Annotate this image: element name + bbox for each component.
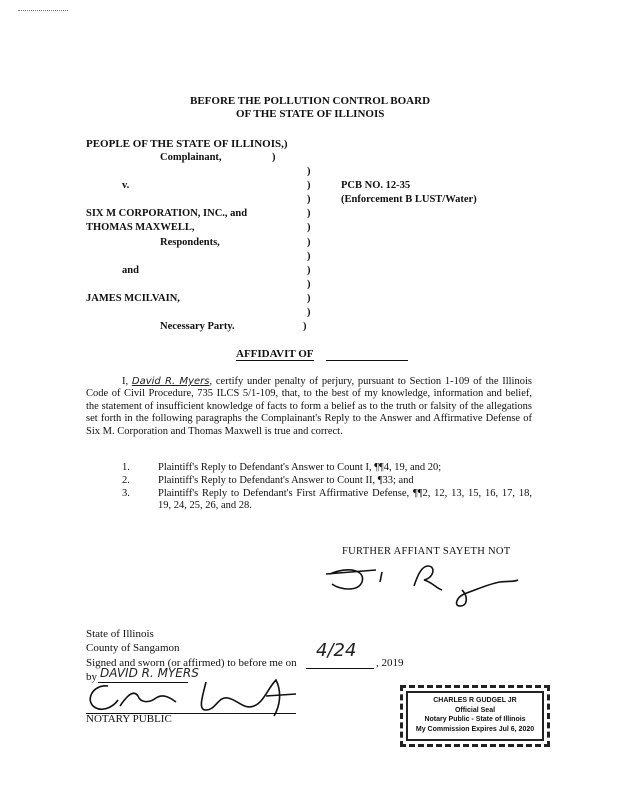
bracket: ) — [307, 251, 311, 262]
affidavit-title: AFFIDAVIT OF — [236, 348, 314, 360]
bracket: ) — [307, 237, 311, 248]
heading-line-2: OF THE STATE OF ILLINOIS — [236, 108, 385, 120]
bracket: ) — [307, 166, 311, 177]
item-text: Plaintiff's Reply to Defendant's First Affirmative Defense, ¶¶2, 12, 13, 15, 16, 17, 18, 19, 24, 25, 26, and 28. — [158, 488, 532, 512]
notary-sworn: Signed and sworn (or affirmed) to before me on — [86, 657, 297, 669]
case-type: (Enforcement B LUST/Water) — [341, 194, 477, 205]
item-text: Plaintiff's Reply to Defendant's Answer to Count I, ¶¶4, 19, and 20; — [158, 462, 442, 473]
item-number: 3. — [122, 488, 130, 499]
bracket: ) — [272, 152, 276, 163]
affidavit-body-text: , certify under penalty of perjury, pursuant to Section 1-109 of the Illinois Code of Civil Procedure, 735 ILCS 5/1-109, that, to the best of my knowledge, information and belief, the statement of insufficient knowledge of facts to form a belief as to the truth or falsity of the allegations set forth in the following paragraphs the Complainant's Reply to the Answer and Affirmative Defense of Six M. Corporation and Thomas Maxwell is true and correct. — [86, 376, 532, 437]
case-number: PCB NO. 12-35 — [341, 180, 411, 191]
complainant-role: Complainant, — [160, 152, 222, 163]
and-label: and — [122, 265, 139, 276]
affidavit-blank-line — [326, 360, 408, 361]
notary-by-label: by — [86, 671, 97, 683]
affiant-signature — [318, 560, 528, 610]
bracket: ) — [307, 222, 311, 233]
notary-public-label: NOTARY PUBLIC — [86, 713, 172, 725]
item-number: 1. — [122, 462, 130, 473]
bracket: ) — [307, 307, 311, 318]
versus: v. — [122, 180, 130, 191]
bracket: ) — [307, 279, 311, 290]
notary-state: State of Illinois — [86, 628, 154, 640]
notary-county: County of Sangamon — [86, 642, 180, 654]
bracket: ) — [307, 180, 311, 191]
affiant-handwritten-name: David R. Myers — [131, 376, 210, 387]
stamp-seal: Official Seal — [454, 706, 496, 714]
affidavit-prefix: I, — [122, 376, 129, 387]
respondents-role: Respondents, — [160, 237, 220, 248]
bracket: ) — [303, 321, 307, 332]
complainant-name: PEOPLE OF THE STATE OF ILLINOIS,) — [86, 138, 288, 150]
party-name: JAMES MCILVAIN, — [86, 293, 180, 304]
bracket: ) — [307, 293, 311, 304]
notary-seal-stamp — [400, 685, 550, 747]
party-role: Necessary Party. — [160, 321, 235, 332]
bracket: ) — [307, 194, 311, 205]
notary-date-line — [306, 668, 374, 669]
stamp-name: CHARLES R GUDGEL JR — [433, 697, 517, 704]
stamp-state: Notary Public - State of Illinois — [424, 716, 526, 723]
item-text: Plaintiff's Reply to Defendant's Answer to Count II, ¶33; and — [158, 475, 414, 486]
heading-line-1: BEFORE THE POLLUTION CONTROL BOARD — [190, 95, 431, 107]
scan-noise — [18, 10, 68, 15]
respondent-1: SIX M CORPORATION, INC., and — [86, 208, 248, 219]
affidavit-body — [86, 376, 532, 438]
item-number: 2. — [122, 475, 130, 486]
notary-date-handwritten: 4/24 — [316, 640, 357, 661]
bracket: ) — [307, 265, 311, 276]
bracket: ) — [307, 208, 311, 219]
respondent-2: THOMAS MAXWELL, — [86, 222, 195, 233]
stamp-expires: My Commission Expires Jul 6, 2020 — [415, 725, 535, 733]
notary-year: , 2019 — [376, 657, 404, 669]
notary-by-handwritten: DAVID R. MYERS — [100, 666, 199, 680]
further-affiant: FURTHER AFFIANT SAYETH NOT — [342, 546, 511, 557]
